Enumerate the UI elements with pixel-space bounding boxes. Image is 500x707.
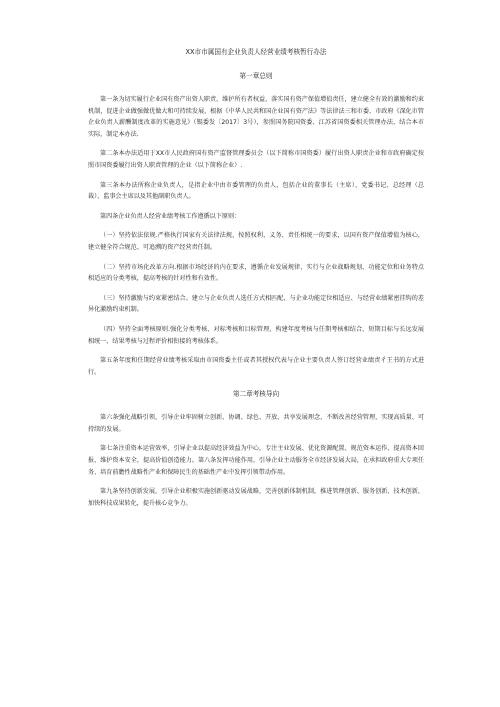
principle-4: （四）坚持全面考核原则.强化分类考核、对标考核和目标管理，构建年度考核与任期考核相结合、短期目标与长远发展相统一、结果考核与过程评价相衔接的考核体系。 [88, 325, 424, 345]
principle-1: （一）坚持依法依规.严格执行国家有关法律法规，按照权利、义务、责任相统一的要求，以国有资产保值增值为核心，建立健全符合规范、可追溯的资产经营责任制。 [88, 232, 424, 251]
article-1: 第一条为切实履行企业国有资产出资人职责，维护所有者权益，落实国有资产保值增值责任，建立健全有效的激励和约束机制，促进企业做强做优做大和可持续发展，根据《中华人民共和国企业国有资产法》等法律法三和市委、市政府《深化市管企业负责人薪酬制度改革的实施意见》（锡委发〔2017〕3号），参照国务院国资委、江苏省国资委相关管理办法，结合本市实际，制定本办法. [88, 96, 424, 138]
article-6: 第六条强化战略引领，引导企业牢固树立创新、协调、绿色、开放、共享发展理念，不断改善经营管理，实现高质量、可持续的发展。 [88, 414, 424, 433]
article-4: 第四条企业负责人经营业绩考核工作遵循以下原则： [100, 212, 241, 220]
article-3: 第三条本办法所称企业负责人，是指企业中由市委管理的负责人，包括企业的董事长（主席）、党委书记、总经理（总裁）、监事会主席以及其他副职负责人。 [88, 181, 424, 201]
principle-2: （二）坚持市场化改革方向.根据市场经济的内在要求，遵循企业发展规律，实行与企业战略规划、功能定位和业务特点相适应的分类考核，提高考核的针对性和有效性。 [88, 263, 424, 283]
document-page [88, 48, 424, 517]
article-9: 第九条坚持创新发展，引导企业积极实施创新驱动发展战略，完善创新体制机制，推进管理创新、服务创新、技术创新，加快科技成果转化，提升核心竞争力。 [88, 488, 424, 507]
principle-3: （三）坚持激励与约束紧密结合。建立与企业负责人选任方式相匹配、与企业功能定位相适应、与经营业绩紧密挂钩的差异化激励约束机制。 [88, 294, 424, 314]
document-title: XX市市属国有企业负责人经营业绩考核暂行办法 [185, 48, 327, 56]
chapter-2 [88, 390, 424, 509]
chapter-1 [88, 72, 424, 378]
article-2: 第二条本办法适用于XX市人民政府国有资产监督管理委员会（以下简称市国资委）履行出资人职责企业和市政府确定按照市国资委履行出资人职责管理的企业（以下简称企业）. [88, 150, 424, 169]
article-5: 第五条年度和任期经营业绩考核采取由市国资委主任或者其授权代表与企业主要负责人签订经营业绩责彳王书的方式进行。 [88, 357, 424, 376]
article-7-8: 第七条注重资本运营效率，引导企业以提高经济效益为中心，专注主业发展、优化资源配置、规范资本运作、提高资本回报、维护资本安全，提高价值创造能力。第八条发挥功能作用，引导企业主动服务全市经济发展大局，在承担政府重大专项任务、培育前瞻性战略性产业和保障民生的基础性产业中发挥引领带动作用。 [88, 445, 424, 476]
chapter-heading: 第一章总则 [239, 72, 273, 80]
chapter-heading: 第二章考核导向 [232, 390, 280, 399]
